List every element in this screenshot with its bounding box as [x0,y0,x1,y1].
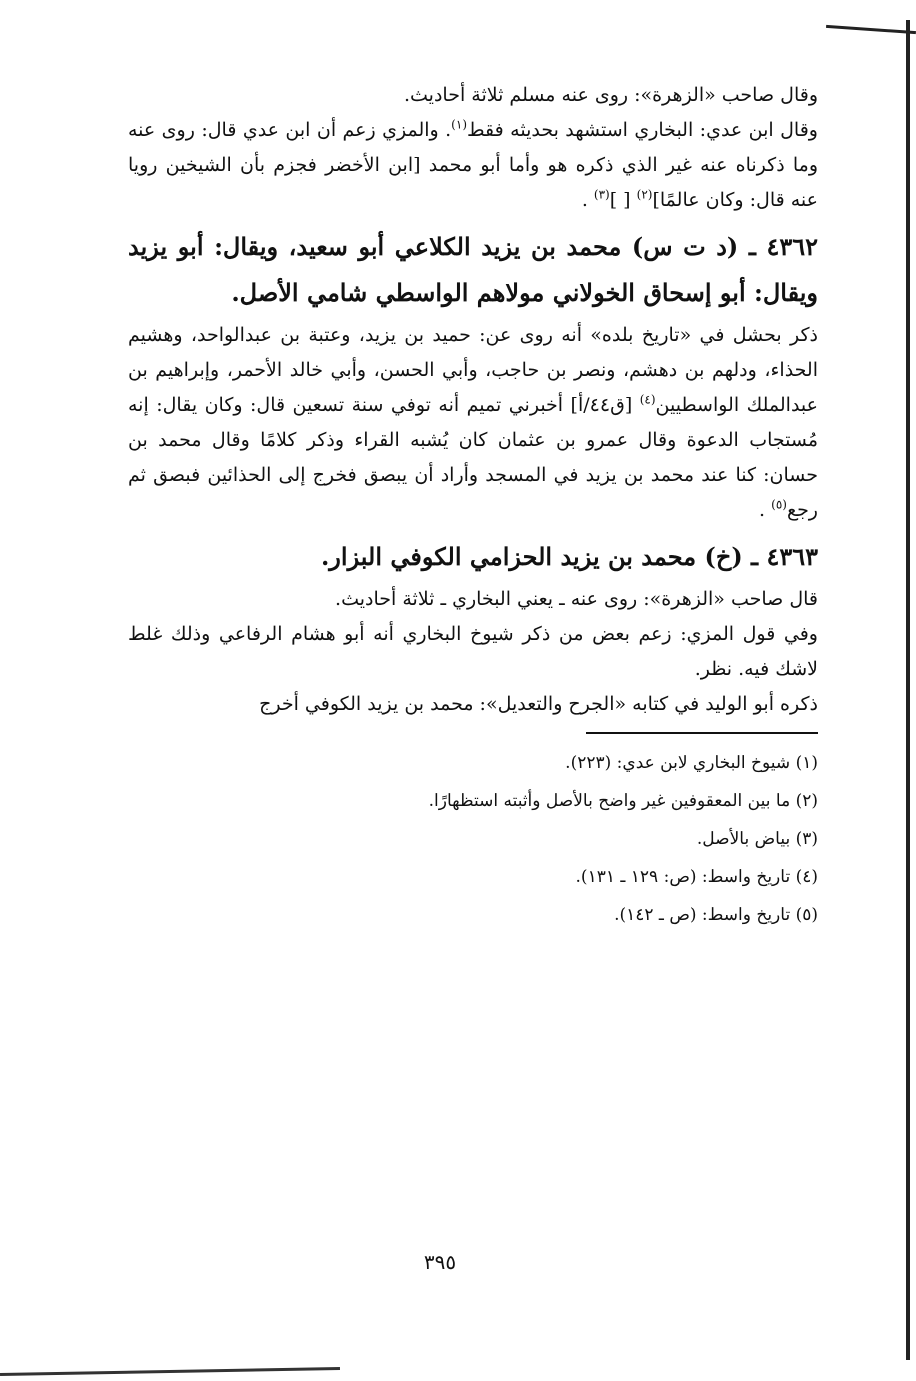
scan-border-top [826,25,916,34]
scan-border-bottom [0,1367,340,1376]
paragraph-bahshal: ذكر بحشل في «تاريخ بلده» أنه روى عن: حميد بن يزيد، وعتبة بن عبدالواحد، وهشيم الحذاء، ودلهم بن دهشم، ونصر بن حاجب، وأبي الحسن، وأبي خالد الأحمر، وإبراهيم بن عبدالملك الواسطيين$^{(٤)}$ [ق٤٤/أ] أخبرني تميم أنه توفي سنة تسعين قال: وكان يقال: إنه مُستجاب الدعوة وقال عمرو بن عثمان كان يُشبه القراء وذكر كلامًا وقال محمد بن حسان: كنا عند محمد بن يزيد في المسجد وأراد أن يبصق فخرج إلى الحذائين فبصق ثم رجع$^{(٥)}$ . [128,324,819,521]
paragraph-abu-al-walid: ذكره أبو الوليد في كتابه «الجرح والتعديل»: محمد بن يزيد الكوفي أخرج [259,693,818,715]
footnote-ref-3: (٣) [593,187,610,202]
footnote-ref-4: (٤) [639,392,656,407]
paragraph-zahra-muslim: وقال صاحب «الزهرة»: روى عنه مسلم ثلاثة أحاديث. [403,84,818,106]
paragraph-ibn-adi: وقال ابن عدي: البخاري استشهد بحديثه فقط$^{(١)}$. والمزي زعم أن ابن عدي قال: روى عنه وما ذكرناه عنه غير الذي ذكره هو وأما أبو محمد [ابن الأخضر فجزم بأن الشيخين رويا عنه قال: وكان عالمًا]$^{(٢)}$ [ ]$^{(٣)}$ . [128,117,818,211]
footnote-divider [586,732,818,734]
entry-heading-4363: ٤٣٦٣ ـ (خ) محمد بن يزيد الحزامي الكوفي البزار. [320,542,818,571]
footnotes [128,744,818,934]
scan-border-right [906,20,910,1360]
footnote-ref-5: (٥) [771,497,787,512]
footnote-1: (١) شيوخ البخاري لابن عدي: (٢٢٣). [565,753,818,773]
footnote-2: (٢) ما بين المعقوفين غير واضح بالأصل وأثبته استظهارًا. [428,791,818,811]
footnote-3: (٣) بياض بالأصل. [696,829,818,849]
footnote-ref-2: (٢) [636,187,653,202]
paragraph-zahra-bukhari: قال صاحب «الزهرة»: روى عنه ـ يعني البخاري ـ ثلاثة أحاديث. [335,588,818,610]
footnote-ref-1: (١) [451,117,467,132]
paragraph-mizzi: وفي قول المزي: زعم بعض من ذكر شيوخ البخاري أنه أبو هشام الرفاعي وذلك غلط لاشك فيه. نظر. [128,623,818,680]
page-number: ٣٩٥ [423,1250,457,1274]
entry-heading-4362: ٤٣٦٢ ـ (د ت س) محمد بن يزيد الكلاعي أبو سعيد، ويقال: أبو يزيد ويقال: أبو إسحاق الخولاني مولاهم الواسطي شامي الأصل. [128,232,818,307]
page-body [128,78,818,934]
footnote-5: (٥) تاريخ واسط: (ص ـ ١٤٢). [614,905,818,925]
footnote-4: (٤) تاريخ واسط: (ص: ١٢٩ ـ ١٣١). [575,867,818,887]
